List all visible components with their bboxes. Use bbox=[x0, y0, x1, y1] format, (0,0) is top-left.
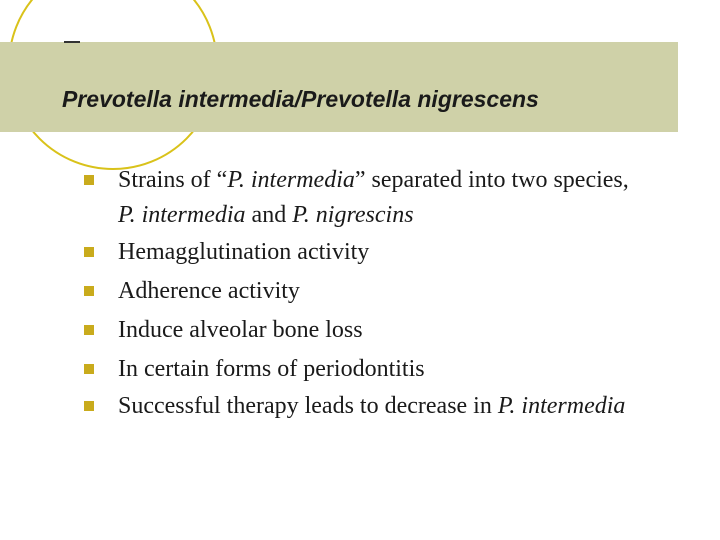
bullet-text-italic: P. intermedia bbox=[118, 202, 246, 228]
bullet-text-part: Successful therapy leads to decrease in bbox=[118, 393, 498, 419]
bullet-text bbox=[118, 167, 629, 228]
bullet-item bbox=[80, 163, 640, 233]
bullet-text-part: and bbox=[245, 202, 293, 228]
bullet-text: Adherence activity bbox=[118, 278, 300, 304]
bullet-square-icon bbox=[84, 401, 94, 411]
bullet-square-icon bbox=[84, 364, 94, 374]
bullet-text bbox=[118, 393, 625, 419]
bullet-item bbox=[80, 272, 640, 311]
bullet-text-italic: P. nigrescins bbox=[292, 202, 414, 228]
bullet-text-part: ” separated into two species, bbox=[354, 167, 629, 193]
bullet-text: Induce alveolar bone loss bbox=[118, 317, 363, 343]
bullet-item bbox=[80, 350, 640, 389]
bullet-square-icon bbox=[84, 325, 94, 335]
bullet-text-part: Strains of “ bbox=[118, 167, 228, 193]
bullet-square-icon bbox=[84, 286, 94, 296]
bullet-square-icon bbox=[84, 247, 94, 257]
bullet-item bbox=[80, 311, 640, 350]
bullet-text-italic: P. intermedia bbox=[497, 393, 626, 419]
bullet-text: Hemagglutination activity bbox=[118, 239, 370, 265]
bullet-item bbox=[80, 233, 640, 272]
bullet-item bbox=[80, 389, 640, 424]
bullet-list bbox=[80, 163, 640, 424]
slide-title: Prevotella intermedia/Prevotella nigrescens bbox=[62, 86, 539, 112]
bullet-text: In certain forms of periodontitis bbox=[118, 356, 425, 382]
decorative-dash bbox=[64, 41, 80, 43]
bullet-text-italic: P. intermedia bbox=[227, 167, 355, 193]
bullet-square-icon bbox=[84, 175, 94, 185]
